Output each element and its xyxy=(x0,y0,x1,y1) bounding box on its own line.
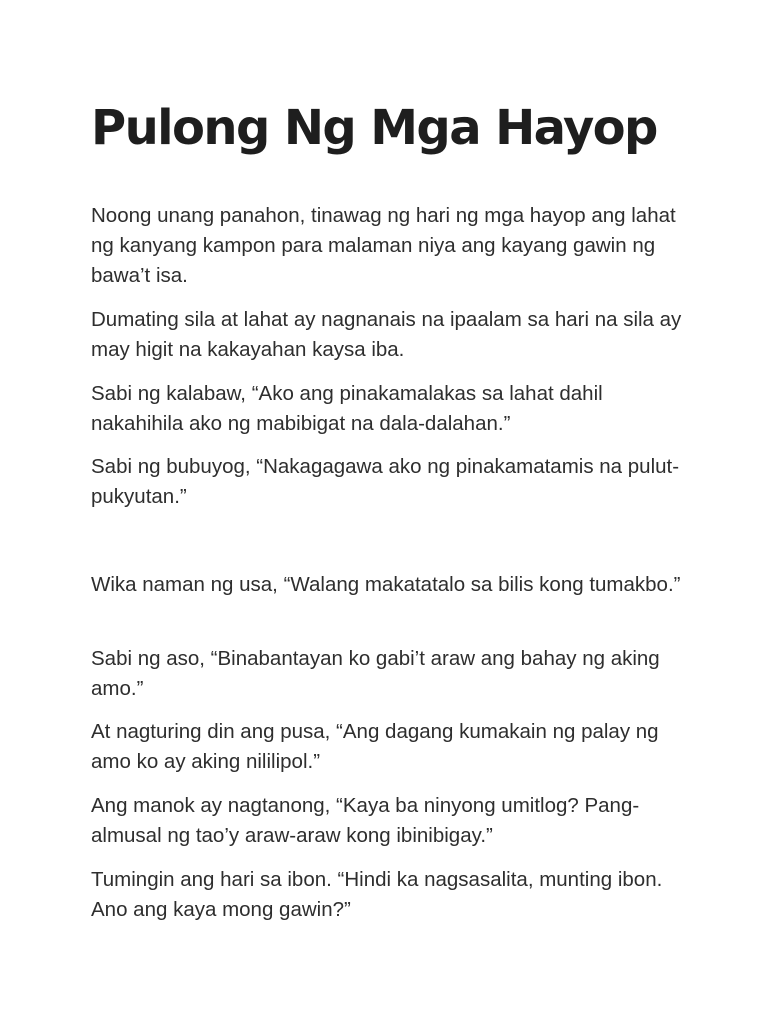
paragraph-3: Sabi ng kalabaw, “Ako ang pinakamalakas sa lahat dahil nakahihila ako ng mabibigat na dala-dalahan.” xyxy=(91,382,603,435)
document-title: Pulong Ng Mga Hayop xyxy=(91,100,657,156)
paragraph-8: Ang manok ay nagtanong, “Kaya ba ninyong umitlog? Pang-almusal ng tao’y araw-araw kong ibinibigay.” xyxy=(91,794,640,847)
paragraph-6: Sabi ng aso, “Binabantayan ko gabi’t araw ang bahay ng aking amo.” xyxy=(91,647,660,700)
paragraph-5: Wika naman ng usa, “Walang makatatalo sa bilis kong tumakbo.” xyxy=(91,573,681,596)
paragraph-1: Noong unang panahon, tinawag ng hari ng mga hayop ang lahat ng kanyang kampon para malaman niya ang kayang gawin ng bawa’t isa. xyxy=(91,204,676,287)
paragraph-4: Sabi ng bubuyog, “Nakagagawa ako ng pinakamatamis na pulut-pukyutan.” xyxy=(91,455,680,508)
paragraph-9: Tumingin ang hari sa ibon. “Hindi ka nagsasalita, munting ibon. Ano ang kaya mong gawin?” xyxy=(91,868,663,921)
paragraph-7: At nagturing din ang pusa, “Ang dagang kumakain ng palay ng amo ko ay aking nililipol.” xyxy=(91,720,659,773)
paragraph-2: Dumating sila at lahat ay nagnanais na ipaalam sa hari na sila ay may higit na kakayahan kaysa iba. xyxy=(91,308,682,361)
